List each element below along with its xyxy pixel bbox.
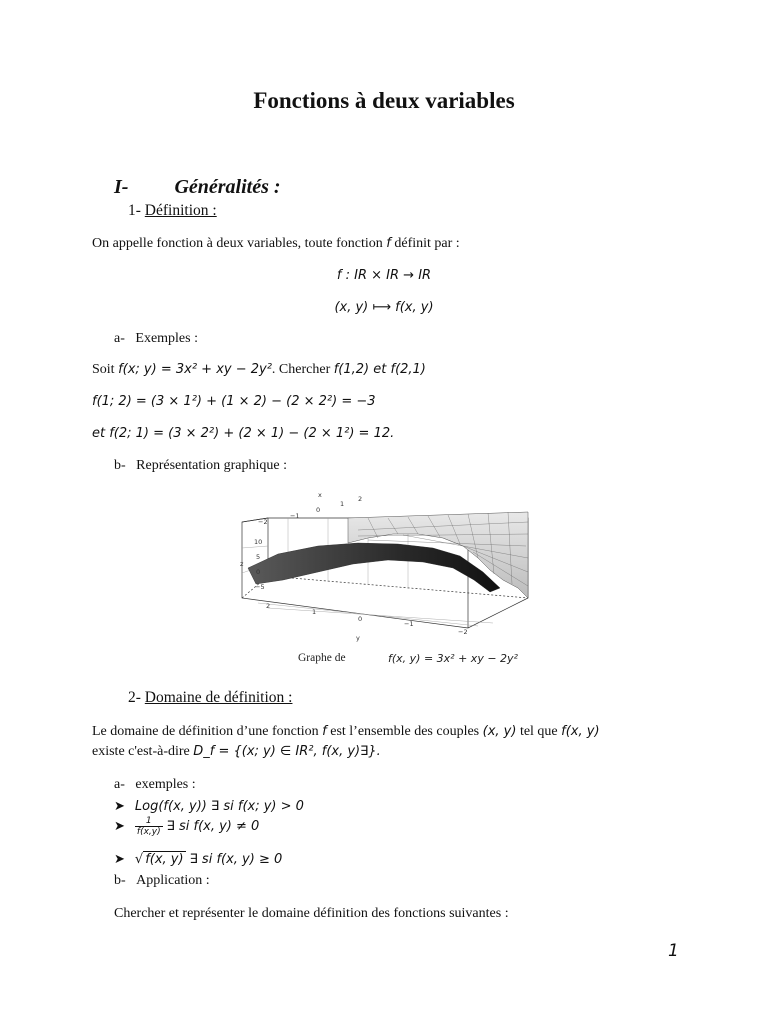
top-tick-4: 2 [358,495,363,503]
front-tick-2: 0 [358,615,363,623]
caption-expression: f(x, y) = 3x² + xy − 2y² [388,652,518,665]
domain-line-2 [92,744,381,760]
bullet-fraction-text: ∃ si f(x, y) ≠ 0 [166,819,260,835]
z-tick-0: 10 [254,538,263,546]
bullet-log-text: Log(f(x, y)) ∃ si f(x; y) > 0 [134,799,304,814]
domain-tel: tel que [519,724,558,739]
graph-caption [298,652,346,664]
sqrt-radicand: f(x, y) [145,852,184,867]
domain-mid: est l’ensemble des couples [330,724,480,739]
section-1-title: Généralités : [174,176,281,198]
subsection-title: Définition : [144,202,217,219]
surface-dark [248,543,500,592]
top-tick-2: 0 [316,506,321,514]
calculation-2: et f(2; 1) = (3 × 2²) + (2 × 1) − (2 × 1²) = 12. [92,426,395,441]
top-tick-0: −2 [258,518,268,526]
intro-end: définit par : [394,236,460,251]
page-number: 1 [668,941,679,961]
mapping-line-1: f : IR × IR → IR [336,268,432,283]
subsection-number: 2- [128,689,141,706]
domain-text: Le domaine de définition d’une fonction [92,724,319,739]
sqrt-icon: √ [134,852,144,867]
domain-examples-b [114,873,210,889]
subsection-domain [128,689,292,707]
caption-label: Graphe de [298,652,346,664]
bullet-sqrt-text: ∃ si f(x, y) ≥ 0 [189,852,283,867]
bullet-fraction [114,816,259,837]
intro-text: On appelle fonction à deux variables, toute fonction [92,236,383,251]
intro-f: f [386,236,391,251]
section-1-number: I- [114,176,129,198]
mapping-line-2: (x, y) ⟼ f(x, y) [334,300,434,315]
subsection-definition [128,202,217,220]
x-axis-label: x [318,491,322,499]
front-tick-1: 1 [312,608,317,616]
z-axis-label: z [240,560,244,568]
domain-fxy: f(x, y) [561,724,600,739]
domain-line-1 [92,724,600,740]
arrow-bullet-icon: ➤ [114,851,125,866]
examples-b [114,458,287,474]
chercher-expression: f(1,2) et f(2,1) [333,362,426,377]
domain-set-expression: D_f = {(x; y) ∈ IR², f(x, y)∃}. [193,744,381,759]
z-tick-2: 0 [256,568,261,576]
fraction-denominator: f(x,y) [136,827,161,837]
fraction [135,816,163,837]
front-tick-3: −1 [404,620,414,628]
example-statement [92,362,426,378]
list-label: b- [114,873,126,888]
bullet-sqrt [114,850,282,868]
front-tick-0: 2 [266,602,271,610]
z-tick-1: 5 [256,553,261,561]
soit-text: Soit [92,362,115,377]
calculation-1: f(1; 2) = (3 × 1²) + (1 × 2) − (2 × 2²) = −3 [92,394,376,409]
subsection-number: 1- [128,202,141,219]
list-text: Représentation graphique : [136,458,288,473]
list-label: b- [114,458,126,473]
fraction-numerator: 1 [135,816,163,827]
z-tick-3: −5 [255,583,265,591]
front-tick-4: −2 [458,628,468,636]
surface-graph [228,488,538,644]
domain-xy: (x, y) [482,724,517,739]
domain-f: f [322,724,327,739]
arrow-bullet-icon: ➤ [114,818,125,834]
arrow-bullet-icon: ➤ [114,798,125,813]
definition-text [92,236,460,252]
top-tick-1: −1 [290,512,300,520]
bullet-log [114,797,304,815]
top-tick-3: 1 [340,500,345,508]
section-1-heading [114,176,281,199]
list-text: Exemples : [135,331,198,346]
chercher-text: . Chercher [271,362,331,377]
domain-line2-text: existe c'est-à-dire [92,744,190,759]
list-text: exemples : [135,777,196,792]
list-text: Application : [136,873,210,888]
list-label: a- [114,777,125,792]
final-instruction: Chercher et représenter le domaine définition des fonctions suivantes : [114,906,509,921]
function-expression: f(x; y) = 3x² + xy − 2y² [118,362,272,377]
domain-examples-a [114,777,196,793]
list-label: a- [114,331,125,346]
subsection-title: Domaine de définition : [144,689,293,706]
y-axis-label: y [356,634,360,642]
page-title: Fonctions à deux variables [253,88,515,113]
examples-a [114,331,198,347]
